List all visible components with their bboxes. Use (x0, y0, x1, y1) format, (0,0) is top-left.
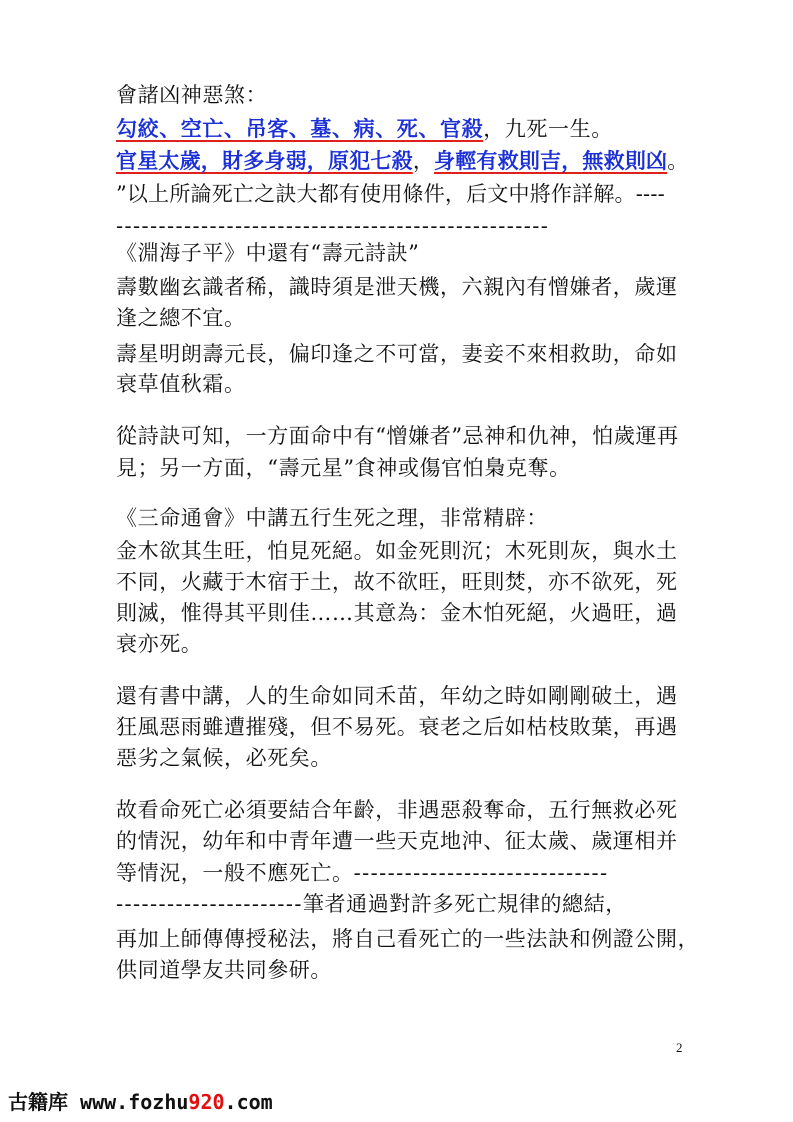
text-line: ----------------------筆者通過對許多死亡規律的總結， (116, 892, 627, 916)
site-url-number: 920 (188, 1090, 225, 1114)
text-line: 狂風惡雨雖遭摧殘，但不易死。衰老之后如枯枝敗葉，再遇 (116, 715, 678, 739)
site-name: 古籍库 (8, 1090, 68, 1114)
text-line: 再加上師傳傳授秘法，將自己看死亡的一些法訣和例證公開， (116, 927, 700, 951)
text-line: 從詩訣可知，一方面命中有“憎嫌者”忌神和仇神，怕歲運再 (116, 424, 679, 448)
text-line: 《三命通會》中講五行生死之理，非常精辟： (116, 506, 548, 530)
dashed-separator: ------------------------------ (353, 861, 609, 885)
text-line: 故看命死亡必須要結合年齡，非遇惡殺奪命，五行無救必死 (116, 798, 678, 822)
text-line: 壽數幽玄識者稀，識時須是泄天機，六親內有憎嫌者，歲運 (116, 275, 678, 299)
highlighted-phrase: 官星太歲，財多身弱，原犯七殺 (116, 148, 413, 173)
dashed-separator: ---------------------- (116, 892, 303, 916)
text-line: 不同，火藏于木宿于土，故不欲旺，旺則焚，亦不欲死，死 (116, 570, 678, 594)
highlighted-phrase: 勾絞、空亡、吊客、墓、病、死、官殺 (116, 116, 484, 141)
text-line: 還有書中講，人的生命如同禾苗，年幼之時如剛剛破土，遇 (116, 684, 678, 708)
highlighted-phrase: 身輕有救則吉，無救則凶 (434, 148, 668, 173)
dashed-separator: --------------------------------------------------- (116, 214, 550, 238)
text-line: 衰草值秋霜。 (116, 372, 246, 396)
text-line: 官星太歲，財多身弱，原犯七殺，身輕有救則吉，無救則凶。 (116, 148, 689, 173)
text-line: 金木欲其生旺，怕見死絕。如金死則沉；木死則灰，與水土 (116, 539, 678, 563)
text-line: 則滅，惟得其平則佳……其意為：金木怕死絕，火過旺，過 (116, 601, 678, 625)
site-watermark[interactable] (8, 1086, 273, 1115)
site-url-suffix: .com (224, 1090, 273, 1114)
text-line: 壽星明朗壽元長，偏印逢之不可當，妻妾不來相救助，命如 (116, 342, 678, 366)
text-line: 的情況，幼年和中青年遭一些天克地沖、征太歲、歲運相并 (116, 829, 678, 853)
text-line: 勾絞、空亡、吊客、墓、病、死、官殺，九死一生。 (116, 116, 613, 141)
text-line: ”以上所論死亡之訣大都有使用條件，后文中將作詳解。---- (116, 182, 665, 206)
text-line: 供同道學友共同參研。 (116, 958, 332, 982)
text-line: 《淵海子平》中還有“壽元詩訣” (116, 241, 420, 265)
text-line: 等情況，一般不應死亡。------------------------------ (116, 861, 609, 885)
text-line: 逢之總不宜。 (116, 306, 246, 330)
text-line: 會諸凶神惡煞： (116, 83, 268, 107)
text-line: 見；另一方面，“壽元星”食神或傷官怕梟克奪。 (116, 456, 571, 480)
text-line: 衰亦死。 (116, 632, 203, 656)
text-line: 惡劣之氣候，必死矣。 (116, 746, 332, 770)
page-number: 2 (676, 1040, 683, 1055)
site-url-prefix: www.fozhu (68, 1090, 189, 1114)
